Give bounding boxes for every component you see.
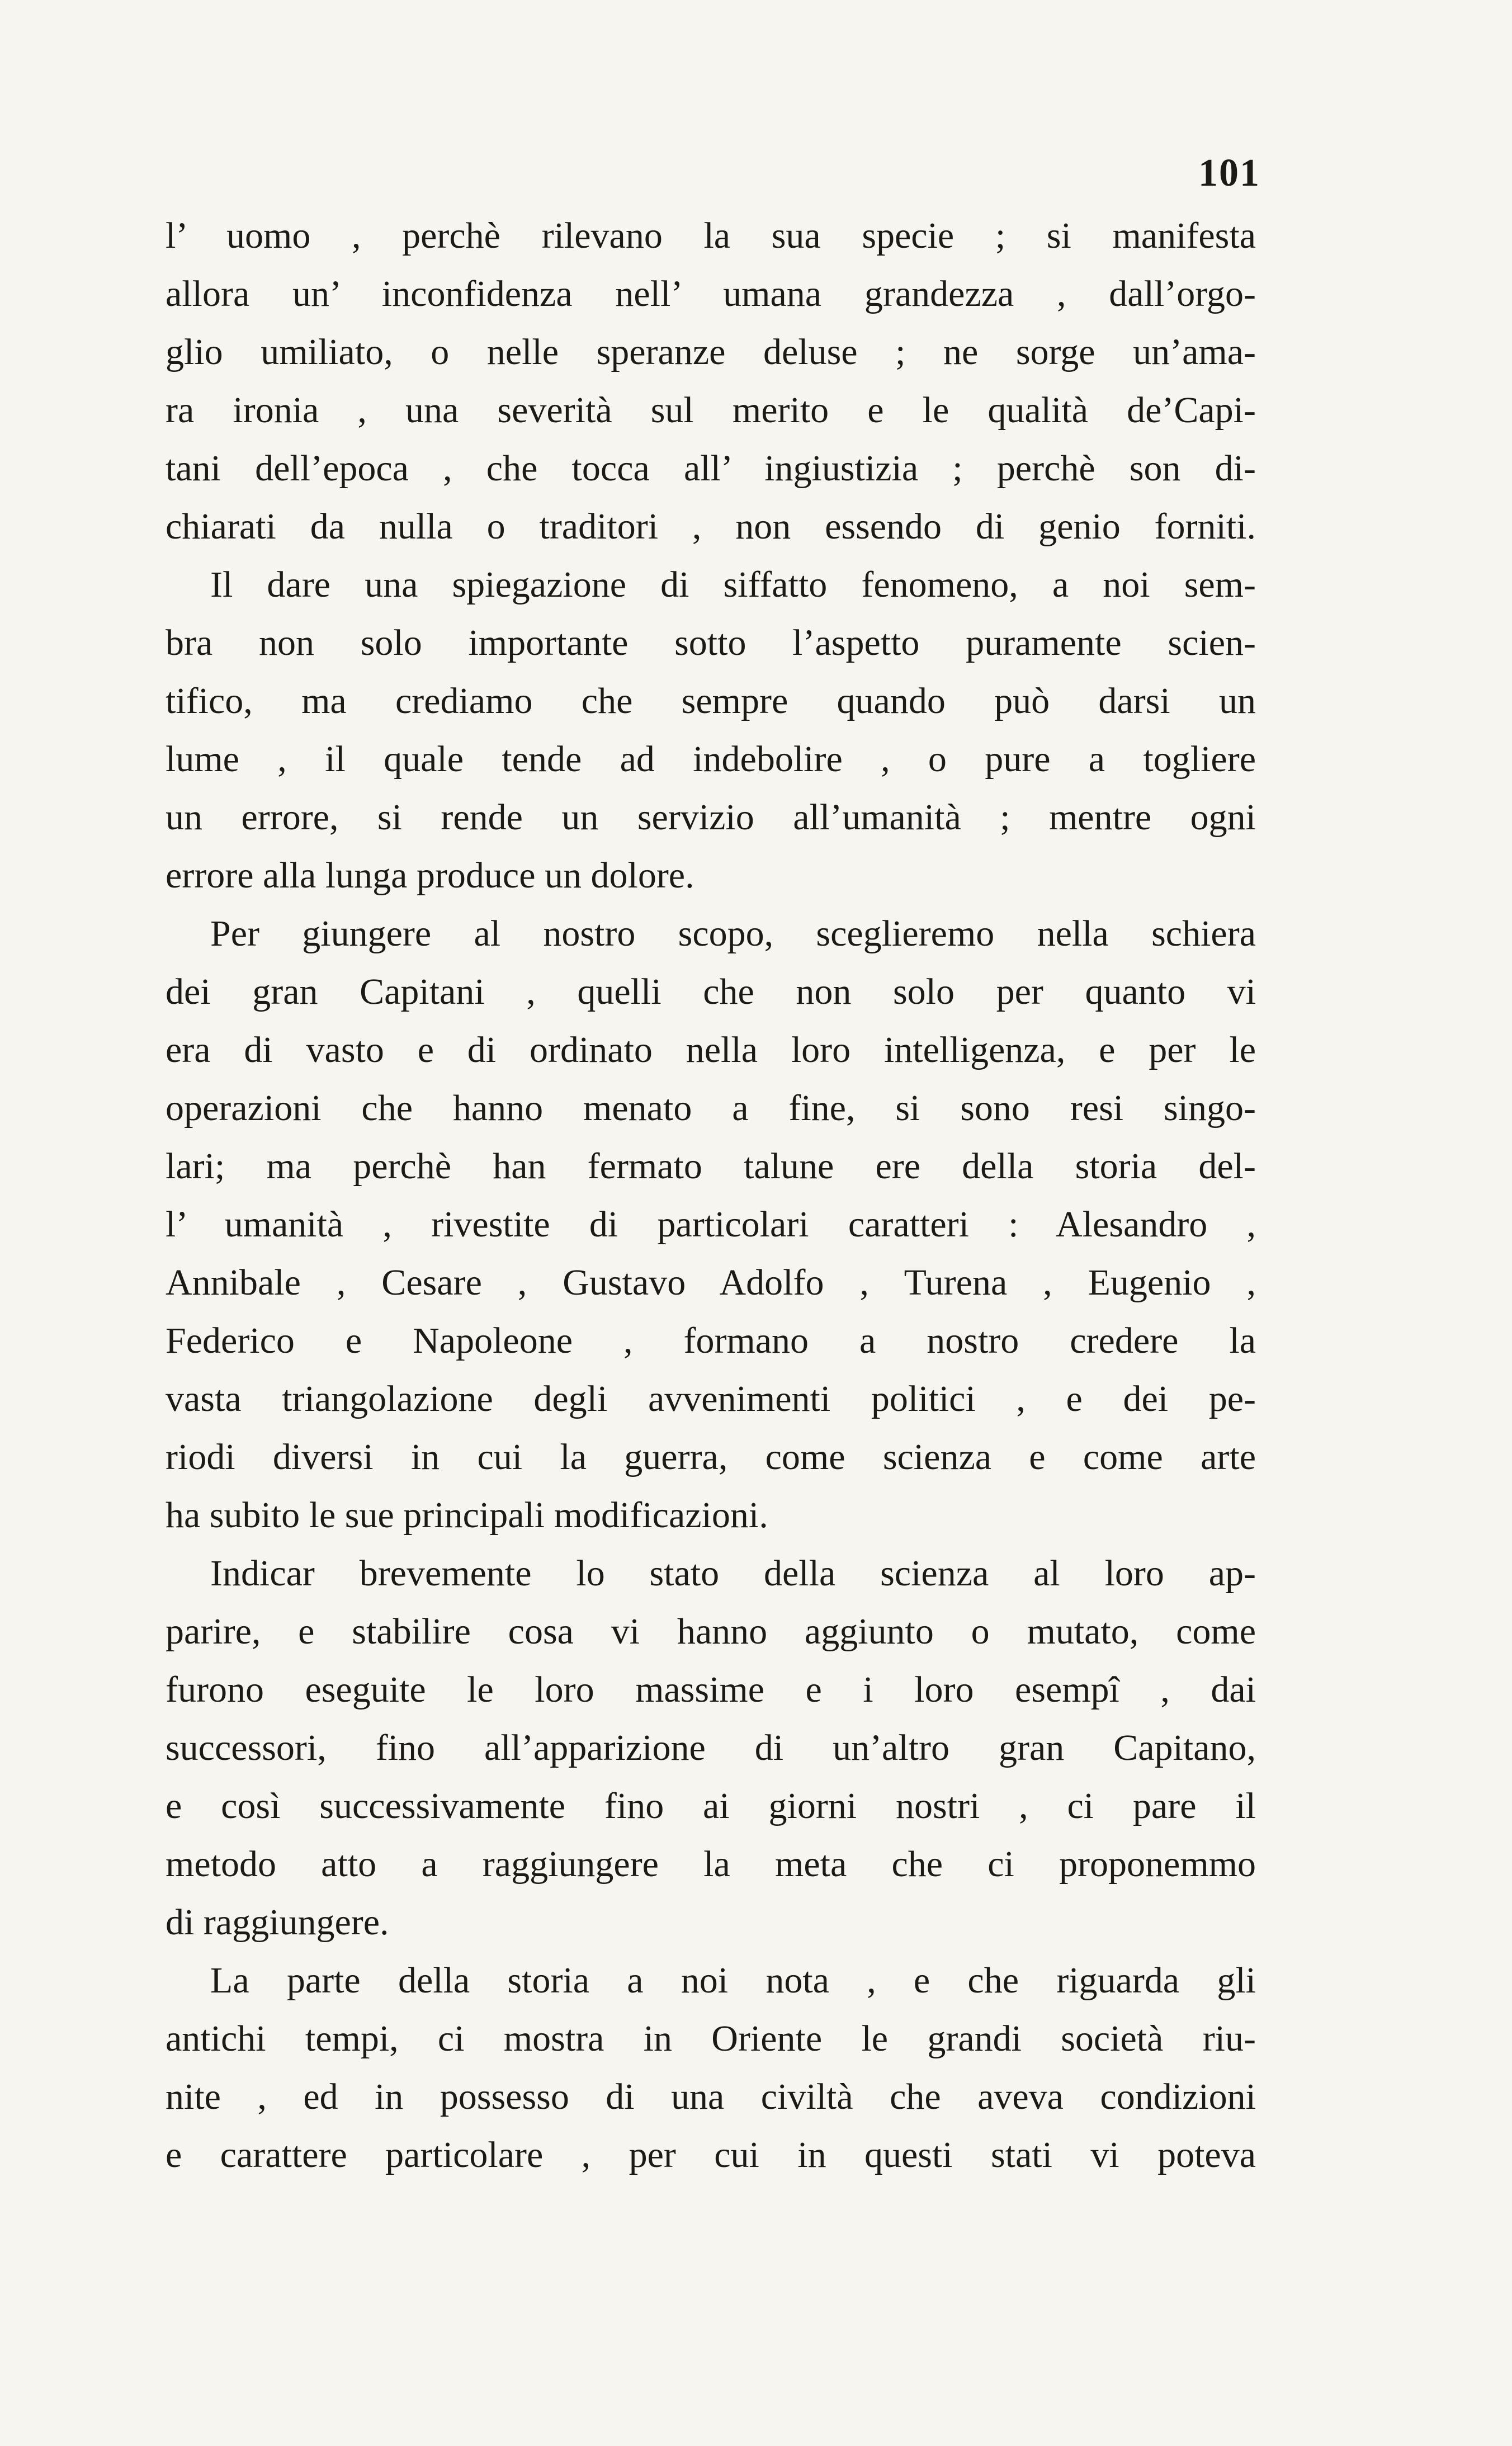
text-line: e carattere particolare , per cui in questi stati vi poteva — [166, 2135, 1256, 2175]
text-line: bra non solo importante sotto l’aspetto puramente scien- — [166, 622, 1256, 663]
text-line: furono eseguite le loro massime e i loro esempî , dai — [166, 1669, 1256, 1710]
paragraph-4 — [166, 1545, 1256, 1952]
paragraph-1 — [166, 207, 1256, 556]
text-line: ha subito le sue principali modificazioni. — [166, 1495, 768, 1536]
paragraph-3 — [166, 905, 1256, 1545]
text-line: antichi tempi, ci mostra in Oriente le grandi società riu- — [166, 2018, 1256, 2059]
body-text — [166, 207, 1256, 2184]
text-line: parire, e stabilire cosa vi hanno aggiunto o mutato, come — [166, 1611, 1256, 1652]
text-line: operazioni che hanno menato a fine, si sono resi singo- — [166, 1088, 1256, 1128]
text-line: tani dell’epoca , che tocca all’ ingiustizia ; perchè son di- — [166, 448, 1256, 489]
text-line: metodo atto a raggiungere la meta che ci proponemmo — [166, 1844, 1256, 1885]
text-line: Indicar brevemente lo stato della scienza al loro ap- — [210, 1553, 1256, 1594]
text-line: lari; ma perchè han fermato talune ere della storia del- — [166, 1146, 1256, 1187]
text-line: Il dare una spiegazione di siffatto fenomeno, a noi sem- — [210, 564, 1256, 605]
text-line: nite , ed in possesso di una civiltà che aveva condizioni — [166, 2076, 1256, 2117]
text-line: Per giungere al nostro scopo, sceglieremo nella schiera — [210, 913, 1256, 954]
text-line: l’ umanità , rivestite di particolari caratteri : Alesandro , — [166, 1204, 1256, 1245]
paragraph-2 — [166, 556, 1256, 905]
text-line: tifico, ma crediamo che sempre quando può darsi un — [166, 681, 1256, 721]
text-line: allora un’ inconfidenza nell’ umana grandezza , dall’orgo- — [166, 273, 1256, 314]
text-line: Annibale , Cesare , Gustavo Adolfo , Turena , Eugenio , — [166, 1262, 1256, 1303]
text-line: successori, fino all’apparizione di un’altro gran Capitano, — [166, 1727, 1256, 1768]
text-line: lume , il quale tende ad indebolire , o pure a togliere — [166, 739, 1256, 780]
text-line: era di vasto e di ordinato nella loro intelligenza, e per le — [166, 1030, 1256, 1070]
text-line: riodi diversi in cui la guerra, come scienza e come arte — [166, 1437, 1256, 1477]
paragraph-5 — [166, 1952, 1256, 2184]
text-line: vasta triangolazione degli avvenimenti politici , e dei pe- — [166, 1378, 1256, 1419]
text-line: chiarati da nulla o traditori , non essendo di genio forniti. — [166, 506, 1256, 547]
text-line: Federico e Napoleone , formano a nostro credere la — [166, 1320, 1256, 1361]
text-line: un errore, si rende un servizio all’umanità ; mentre ogni — [166, 797, 1256, 838]
text-line: errore alla lunga produce un dolore. — [166, 855, 694, 896]
text-line: di raggiungere. — [166, 1902, 389, 1943]
text-line: ra ironia , una severità sul merito e le qualità de’Capi- — [166, 390, 1256, 431]
page-number: 101 — [1198, 152, 1260, 195]
text-line: dei gran Capitani , quelli che non solo per quanto vi — [166, 971, 1256, 1012]
text-line: glio umiliato, o nelle speranze deluse ; ne sorge un’ama- — [166, 332, 1256, 372]
text-line: La parte della storia a noi nota , e che riguarda gli — [210, 1960, 1256, 2001]
text-line: l’ uomo , perchè rilevano la sua specie ; si manifesta — [166, 215, 1256, 256]
text-line: e così successivamente fino ai giorni nostri , ci pare il — [166, 1786, 1256, 1826]
